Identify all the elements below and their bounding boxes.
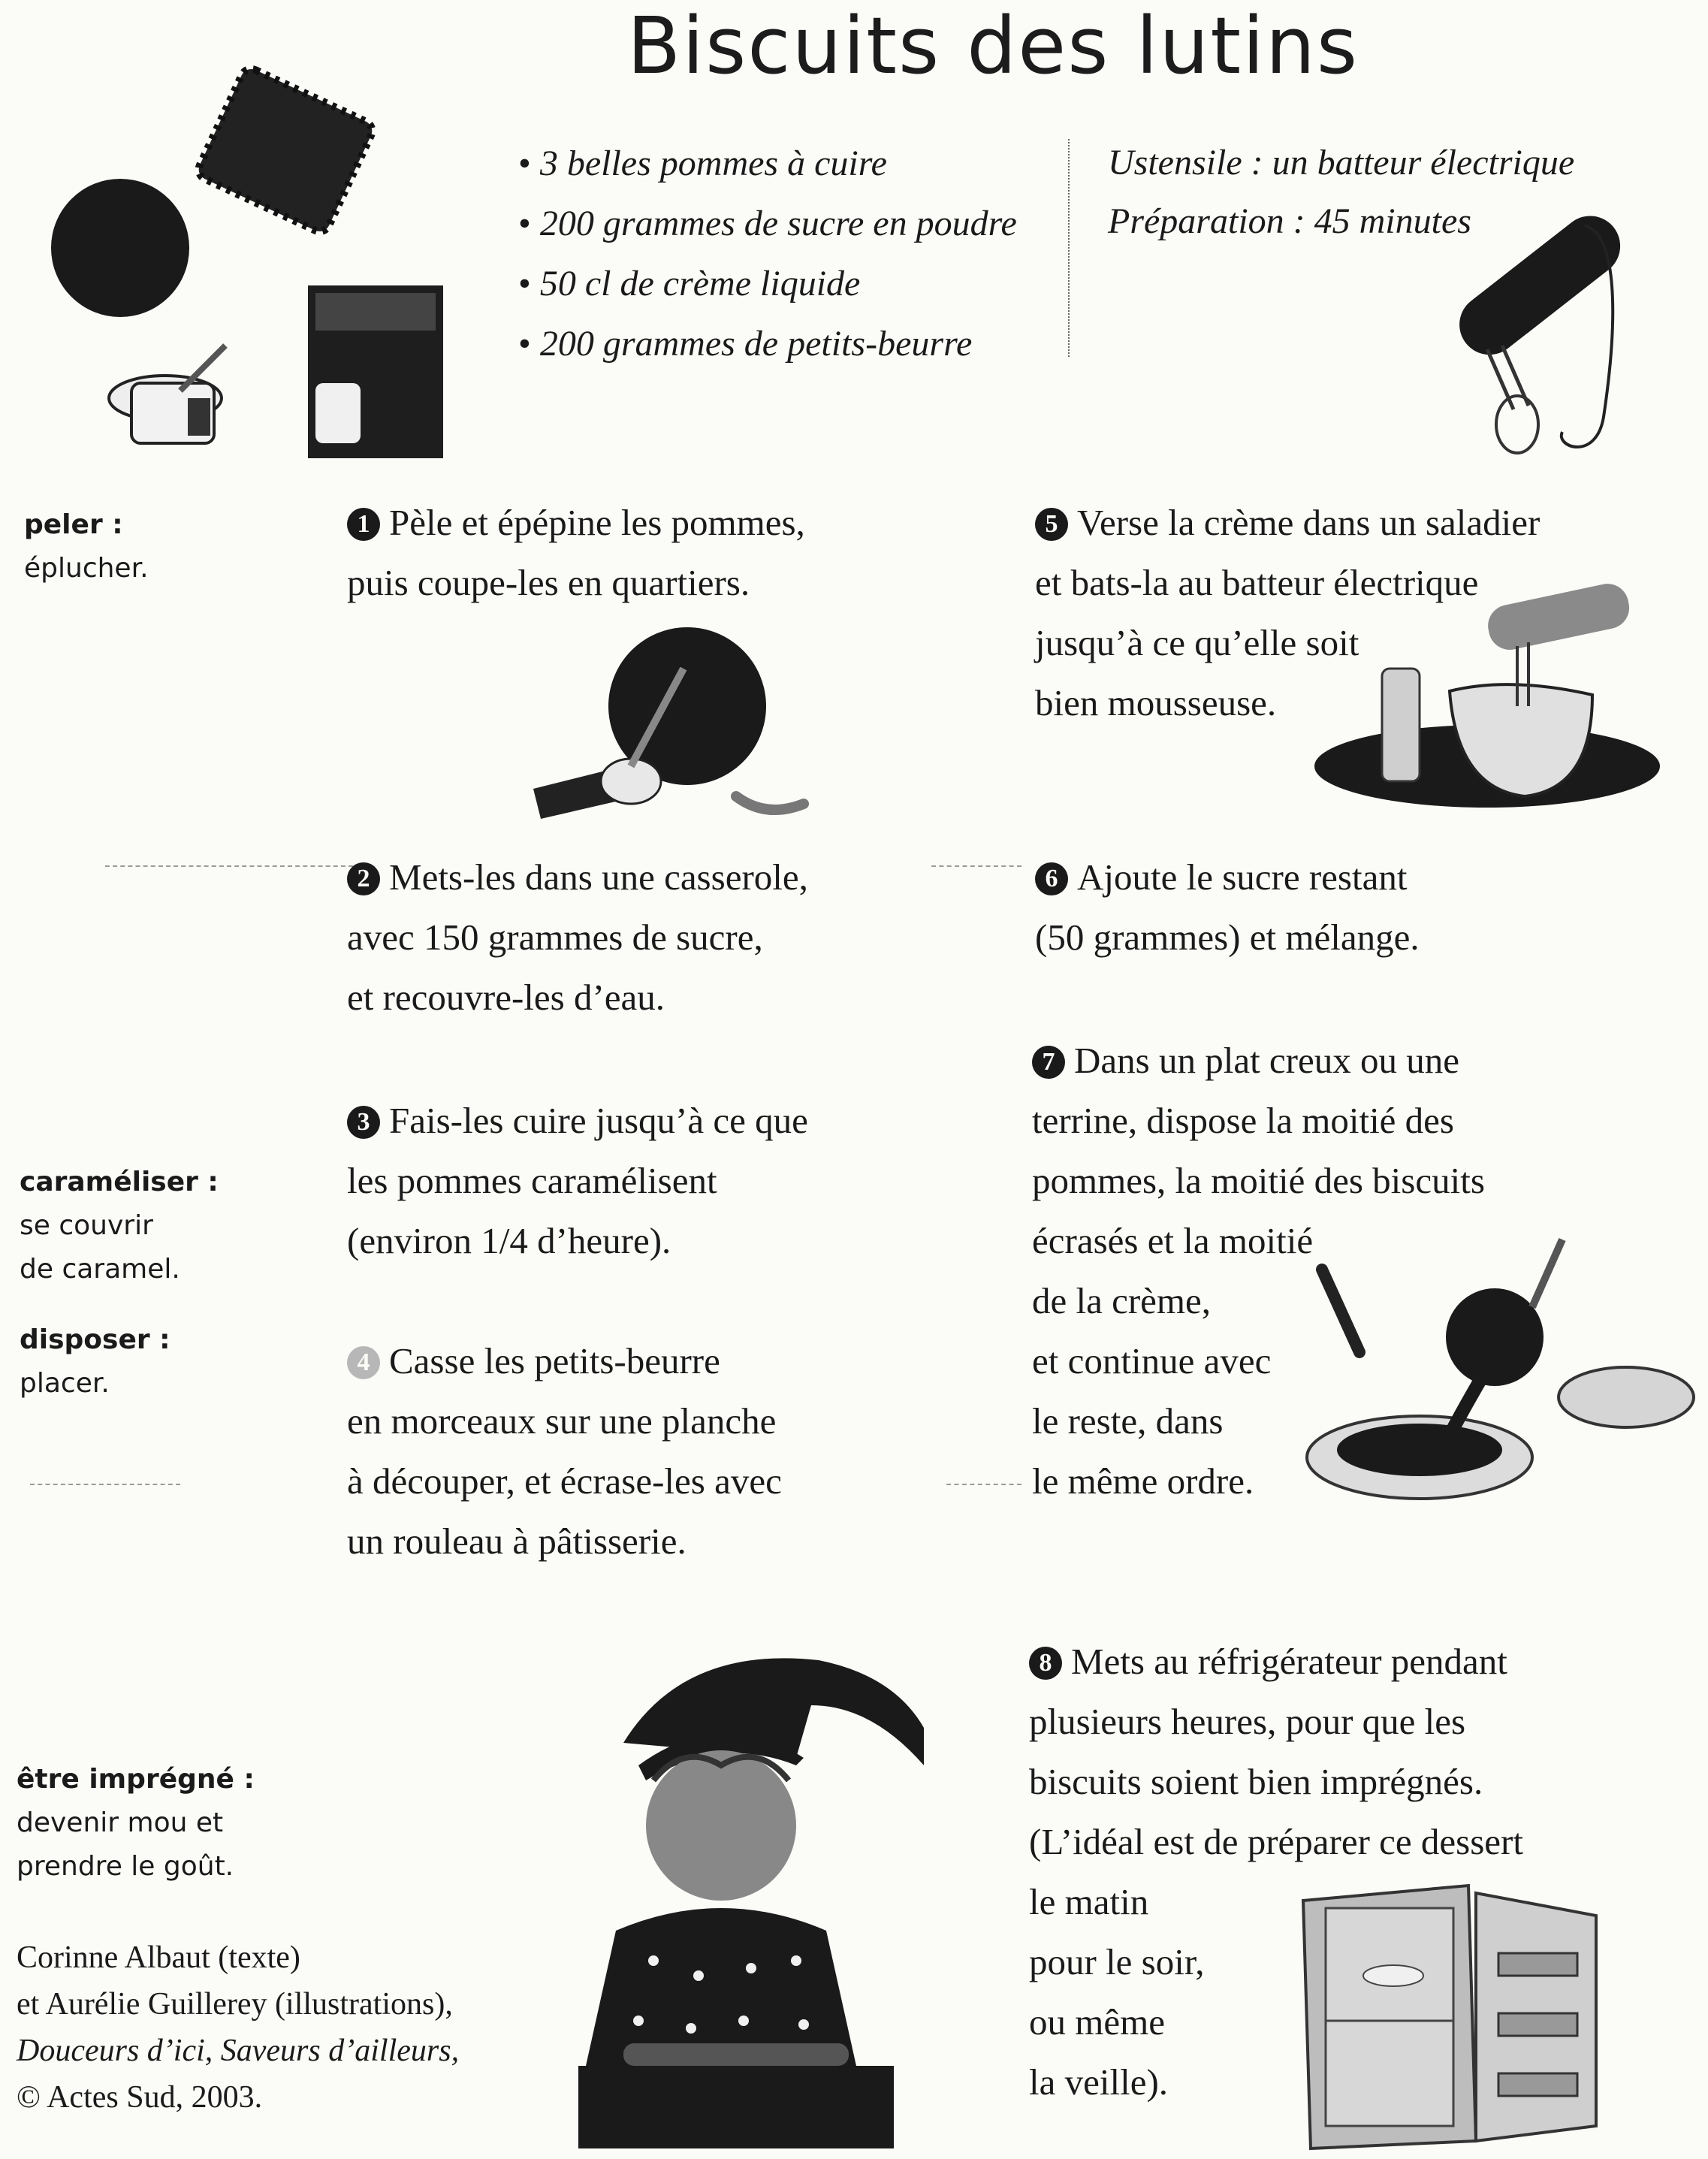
step-text: les pommes caramélisent bbox=[347, 1160, 717, 1201]
credit-author: Corinne Albaut (texte) bbox=[17, 1940, 300, 1975]
step-text: (50 grammes) et mélange. bbox=[1035, 916, 1420, 958]
step-text: de la crème, bbox=[1032, 1280, 1212, 1321]
layering-dessert-image bbox=[1307, 1209, 1697, 1540]
step-text: jusqu’à ce qu’elle soit bbox=[1035, 622, 1359, 663]
refrigerator-image bbox=[1296, 1886, 1611, 2148]
step-number: 7 bbox=[1032, 1046, 1065, 1079]
glossary-definition: placer. bbox=[20, 1368, 110, 1399]
preparation-time: Préparation : 45 minutes bbox=[1108, 201, 1471, 241]
glossary-definition: devenir mou et bbox=[17, 1807, 224, 1838]
ingredient-item: • 3 belles pommes à cuire bbox=[518, 134, 1059, 194]
step-text: biscuits soient bien imprégnés. bbox=[1029, 1761, 1483, 1802]
biscuit-image bbox=[195, 65, 376, 234]
separator bbox=[30, 1484, 180, 1485]
step-number: 4 bbox=[347, 1346, 380, 1379]
step-text: le reste, dans bbox=[1032, 1400, 1224, 1442]
step-number: 3 bbox=[347, 1106, 380, 1139]
glossary-disposer bbox=[20, 1318, 170, 1406]
step-text: et bats-la au batteur électrique bbox=[1035, 562, 1479, 603]
credit-publisher: © Actes Sud, 2003. bbox=[17, 2080, 263, 2115]
step-text: écrasés et la moitié bbox=[1032, 1220, 1314, 1261]
step-text: Dans un plat creux ou une bbox=[1074, 1040, 1459, 1081]
step-text: un rouleau à pâtisserie. bbox=[347, 1520, 687, 1562]
step-text: Fais-les cuire jusqu’à ce que bbox=[389, 1100, 808, 1141]
whisking-cream-image bbox=[1314, 563, 1660, 819]
peeling-apple-image bbox=[526, 616, 841, 849]
step-4 bbox=[347, 1331, 985, 1572]
credit-illustrator: et Aurélie Guillerey (illustrations), bbox=[17, 1987, 453, 2022]
ingredients-illustration bbox=[45, 68, 466, 466]
step-text: en morceaux sur une planche bbox=[347, 1400, 777, 1442]
step-text: (environ 1/4 d’heure). bbox=[347, 1220, 671, 1261]
step-text: le matin bbox=[1029, 1881, 1149, 1922]
step-3 bbox=[347, 1091, 985, 1271]
step-text: et continue avec bbox=[1032, 1340, 1272, 1381]
credit-book-title: Douceurs d’ici, Saveurs d’ailleurs, bbox=[17, 2034, 460, 2068]
ingredients-list bbox=[518, 134, 1059, 374]
step-text: Pèle et épépine les pommes, bbox=[389, 502, 805, 543]
step-number: 1 bbox=[347, 508, 380, 541]
step-text: plusieurs heures, pour que les bbox=[1029, 1701, 1466, 1742]
glossary-definition: se couvrir bbox=[20, 1210, 153, 1241]
step-text: la veille). bbox=[1029, 2061, 1169, 2103]
glossary-impregne bbox=[17, 1758, 255, 1889]
step-2 bbox=[347, 847, 985, 1028]
step-text: terrine, dispose la moitié des bbox=[1032, 1100, 1454, 1141]
step-text: Mets-les dans une casserole, bbox=[389, 856, 808, 898]
cream-box-image bbox=[308, 285, 443, 458]
step-text: et recouvre-les d’eau. bbox=[347, 977, 665, 1018]
step-number: 8 bbox=[1029, 1647, 1062, 1680]
elf-image bbox=[571, 1615, 916, 2156]
electric-mixer-image bbox=[1427, 192, 1652, 477]
glossary-caramelise bbox=[20, 1161, 219, 1291]
step-text: Casse les petits-beurre bbox=[389, 1340, 720, 1381]
glossary-term: peler : bbox=[24, 509, 123, 540]
ingredient-item: • 50 cl de crème liquide bbox=[518, 254, 1059, 314]
step-text: pour le soir, bbox=[1029, 1941, 1205, 1982]
utensil-text: Ustensile : un batteur électrique bbox=[1108, 143, 1575, 183]
step-text: à découper, et écrase-les avec bbox=[347, 1460, 782, 1502]
separator bbox=[105, 865, 353, 867]
step-text: puis coupe-les en quartiers. bbox=[347, 562, 750, 603]
recipe-title: Biscuits des lutins bbox=[626, 0, 1359, 92]
glossary-definition: éplucher. bbox=[24, 553, 149, 584]
apple-image bbox=[51, 179, 189, 317]
credits bbox=[17, 1934, 459, 2121]
step-text: le même ordre. bbox=[1032, 1460, 1254, 1502]
step-text: bien mousseuse. bbox=[1035, 682, 1277, 723]
ingredient-item: • 200 grammes de petits-beurre bbox=[518, 314, 1059, 374]
step-text: ou même bbox=[1029, 2001, 1165, 2043]
glossary-definition: prendre le goût. bbox=[17, 1851, 234, 1882]
glossary-term: disposer : bbox=[20, 1324, 170, 1355]
glossary-definition: de caramel. bbox=[20, 1254, 180, 1285]
step-1 bbox=[347, 493, 985, 613]
step-text: (L’idéal est de préparer ce dessert bbox=[1029, 1821, 1523, 1862]
step-number: 5 bbox=[1035, 508, 1068, 541]
glossary-term: caraméliser : bbox=[20, 1167, 219, 1197]
step-text: Mets au réfrigérateur pendant bbox=[1071, 1641, 1507, 1682]
step-text: pommes, la moitié des biscuits bbox=[1032, 1160, 1485, 1201]
step-number: 2 bbox=[347, 862, 380, 895]
step-text: Ajoute le sucre restant bbox=[1077, 856, 1408, 898]
ingredient-item: • 200 grammes de sucre en poudre bbox=[518, 194, 1059, 254]
step-number: 6 bbox=[1035, 862, 1068, 895]
glossary-term: être imprégné : bbox=[17, 1764, 255, 1795]
sugar-jar-image bbox=[109, 346, 225, 443]
glossary-peler bbox=[24, 503, 149, 590]
step-text: avec 150 grammes de sucre, bbox=[347, 916, 763, 958]
column-divider bbox=[1068, 139, 1070, 357]
step-6 bbox=[1035, 847, 1696, 968]
step-text: Verse la crème dans un saladier bbox=[1077, 502, 1541, 543]
